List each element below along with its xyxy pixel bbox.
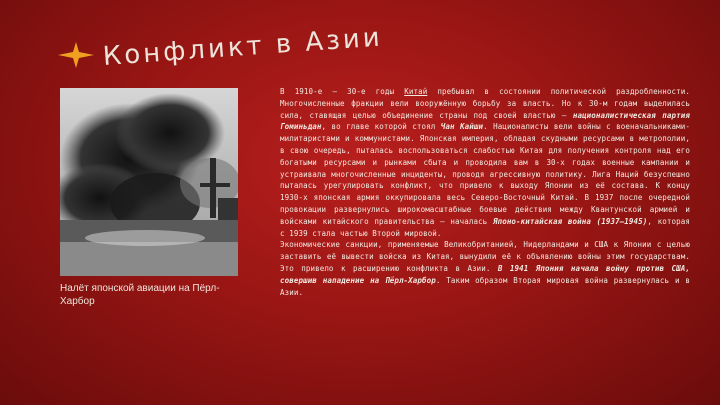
- text-run: пребывал в состоянии политической раздробленности. Многочисленные фракции вели вооружённую борьбу за власть. Но к 30-м годам выделилась сила, ставящая целью объединение страны под своей властью –: [280, 87, 690, 120]
- text-link[interactable]: Китай: [404, 87, 428, 96]
- body-text: [280, 86, 690, 298]
- emphasized-text: Чан Кайши: [440, 122, 484, 132]
- title-row: [58, 22, 478, 78]
- photo-caption: Налёт японской авиации на Пёрл-Харбор: [60, 283, 220, 307]
- text-run: Экономические санкции, применяемые Великобританией, Нидерландами и США к Японии с целью заставить её вывести войска из Китая, вынудили её к объявлению войны этим государствам. Это привело к расширению конфликта в Азии.: [280, 240, 690, 273]
- emphasized-text: националистическая партия Гоминьдан: [280, 110, 690, 132]
- emphasized-text: В 1941 Япония начала войну против США, совершив нападение на Пёрл-Харбор: [280, 263, 690, 285]
- emphasized-text: Японо-китайская война (1937–1945): [492, 216, 648, 226]
- paragraph-2: [280, 239, 690, 298]
- text-run: . Националисты вели войны с военачальниками-милитаристами и коммунистами. Японская империя, обладая скудными ресурсами в метрополии, в свою очередь, пыталась воспользоваться слабостью Китая для получения контроля над его богатыми ресурсами и рынками сбыта и проводила вам в 30-х годах военные кампании и устраивала многочисленные инциденты, проводя агрессивную политику. Лига Наций безуспешно пыталась урегулировать конфликт, что привело к выходу Японии из её состава. К концу 1930-х японская армия оккупировала весь Северо-Восточный Китай. В 1937 после очередной провокации развернулись широкомасштабные боевые действия между Квантунской армией и войсками китайского правительства – началась: [280, 122, 691, 226]
- star-icon: [58, 42, 94, 68]
- text-run: , во главе которой стоял: [321, 122, 441, 132]
- text-run: В 1910-е – 30-е годы: [280, 87, 405, 96]
- slide-title: Конфликт в Азии: [101, 22, 384, 72]
- text-run: . Таким образом Вторая мировая война развернулась и в Азии.: [280, 275, 690, 297]
- text-run: , которая с 1939 стала частью Второй мировой.: [280, 216, 690, 238]
- paragraph-1: [280, 86, 690, 239]
- pearl-harbor-photo: [60, 88, 238, 276]
